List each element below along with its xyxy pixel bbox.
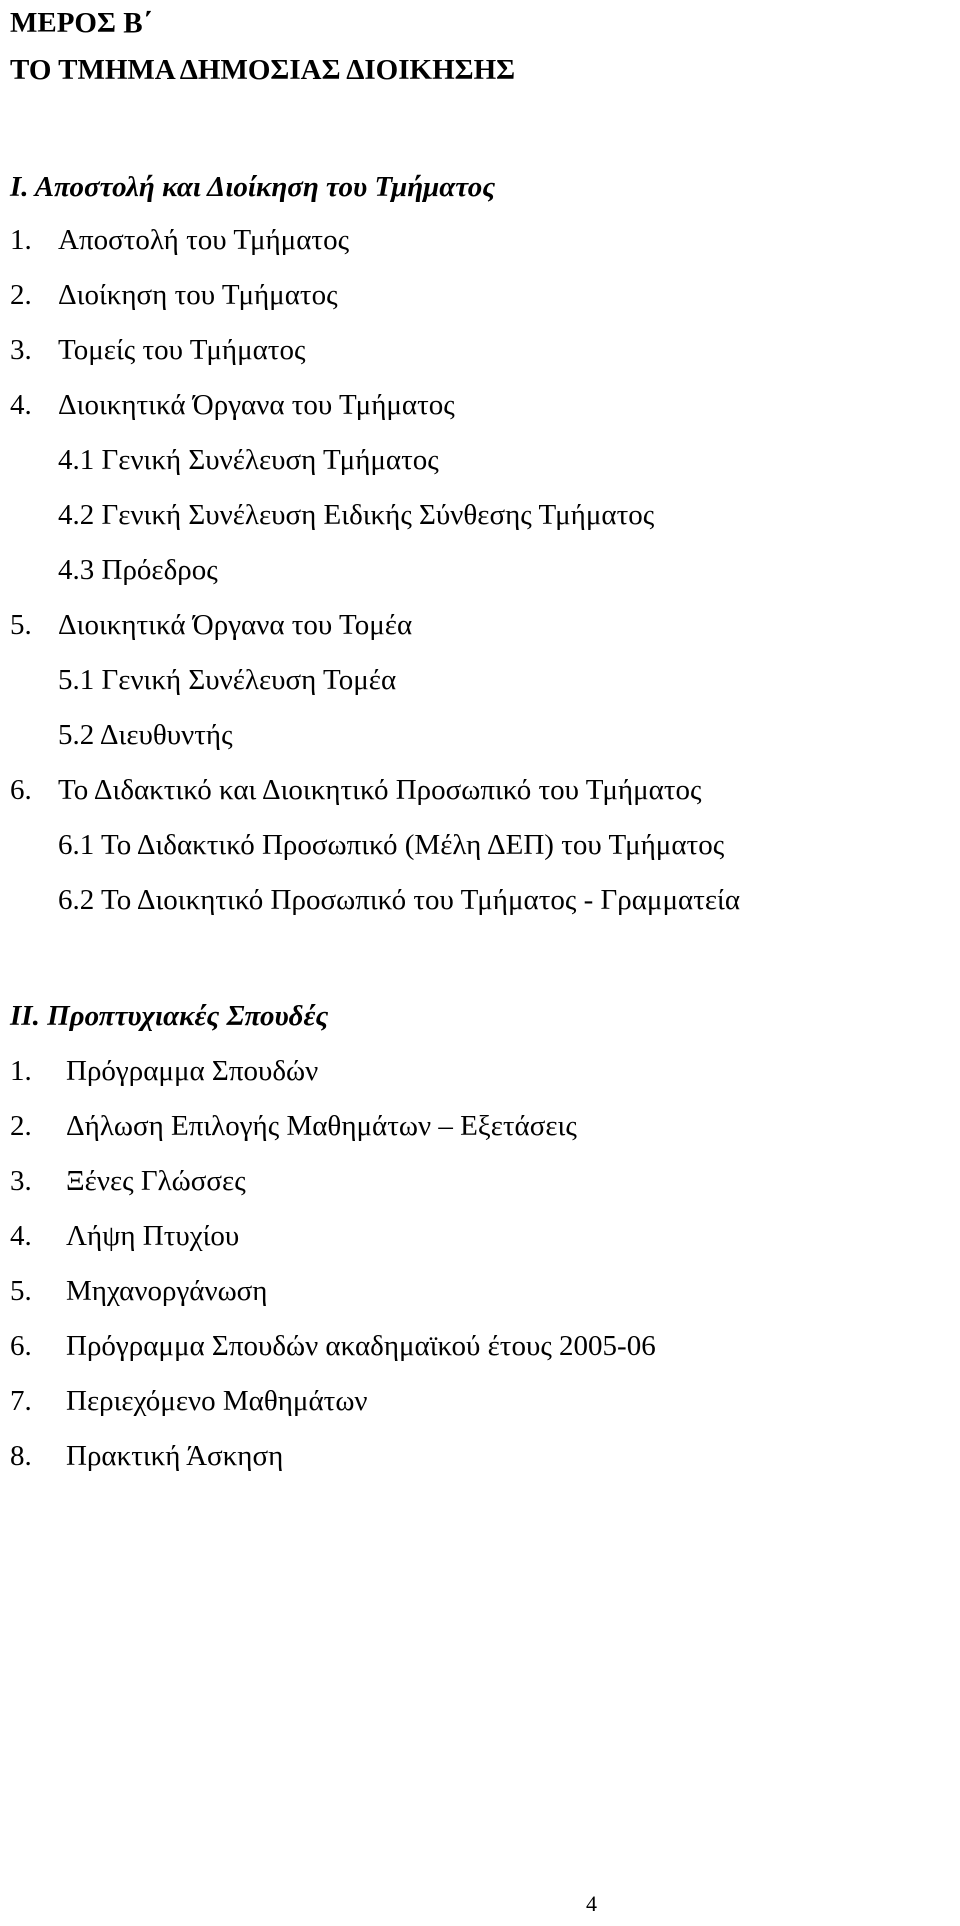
toc-item-number: 5. — [10, 1275, 32, 1307]
toc-item-text: Το Διδακτικό και Διοικητικό Προσωπικό του Τμήματος — [58, 774, 702, 806]
toc-subitem-text: 5.2 Διευθυντής — [58, 719, 233, 751]
toc-item — [10, 608, 412, 642]
toc-item — [10, 388, 455, 422]
toc-item-text: Περιεχόμενο Μαθημάτων — [66, 1385, 368, 1417]
toc-item-number: 3. — [10, 1165, 32, 1197]
toc-subitem — [58, 553, 218, 587]
toc-subitem-text: 4.3 Πρόεδρος — [58, 554, 218, 586]
toc-subitem — [58, 883, 740, 917]
toc-subitem-text: 5.1 Γενική Συνέλευση Τομέα — [58, 664, 397, 696]
toc-item — [10, 1274, 267, 1308]
toc-subitem — [58, 663, 396, 697]
toc-item-text: Πρόγραμμα Σπουδών — [66, 1055, 319, 1087]
toc-subitem-text: 4.1 Γενική Συνέλευση Τμήματος — [58, 444, 439, 476]
toc-item — [10, 1054, 318, 1088]
toc-item — [10, 223, 349, 257]
toc-item — [10, 1439, 283, 1473]
toc-item-text: Δήλωση Επιλογής Μαθημάτων – Εξετάσεις — [66, 1110, 577, 1142]
toc-item-text: Πρακτική Άσκηση — [66, 1440, 284, 1472]
toc-item-text: Αποστολή του Τμήματος — [58, 224, 350, 256]
toc-subitem-text: 6.1 Το Διδακτικό Προσωπικό (Μέλη ΔΕΠ) του Τμήματος — [58, 829, 725, 861]
toc-item-number: 1. — [10, 224, 32, 256]
toc-item-text: Διοικητικά Όργανα του Τμήματος — [58, 389, 455, 421]
toc-item-text: Πρόγραμμα Σπουδών ακαδημαϊκού έτους 2005-06 — [66, 1330, 656, 1362]
toc-subitem — [58, 498, 654, 532]
department-title: ΤΟ ΤΜΗΜΑ ΔΗΜΟΣΙΑΣ ΔΙΟΙΚΗΣΗΣ — [10, 54, 516, 86]
toc-item-number: 2. — [10, 279, 32, 311]
toc-item-number: 6. — [10, 1330, 32, 1362]
page-number: 4 — [586, 1891, 597, 1916]
toc-item-text: Λήψη Πτυχίου — [66, 1220, 240, 1252]
toc-item — [10, 333, 305, 367]
toc-item-text: Διοικητικά Όργανα του Τομέα — [58, 609, 413, 641]
toc-item — [10, 278, 338, 312]
toc-item-text: Διοίκηση του Τμήματος — [58, 279, 338, 311]
toc-item — [10, 1109, 577, 1143]
toc-item — [10, 773, 701, 807]
toc-subitem — [58, 828, 724, 862]
toc-item-number: 4. — [10, 389, 32, 421]
toc-item-number: 8. — [10, 1440, 32, 1472]
toc-item-number: 7. — [10, 1385, 32, 1417]
toc-item-number: 1. — [10, 1055, 32, 1087]
section-heading-2: ΙΙ. Προπτυχιακές Σπουδές — [10, 1000, 329, 1032]
toc-item — [10, 1384, 368, 1418]
toc-subitem-text: 4.2 Γενική Συνέλευση Ειδικής Σύνθεσης Τμήματος — [58, 499, 655, 531]
toc-subitem-text: 6.2 Το Διοικητικό Προσωπικό του Τμήματος - Γραμματεία — [58, 884, 741, 916]
toc-item-number: 3. — [10, 334, 32, 366]
toc-item-number: 5. — [10, 609, 32, 641]
part-title: ΜΕΡΟΣ Β΄ — [10, 7, 153, 39]
toc-item-text: Μηχανοργάνωση — [66, 1275, 268, 1307]
toc-item-text: Τομείς του Τμήματος — [58, 334, 306, 366]
toc-subitem — [58, 443, 439, 477]
toc-item-number: 4. — [10, 1220, 32, 1252]
toc-item-number: 6. — [10, 774, 32, 806]
toc-item — [10, 1219, 239, 1253]
section-heading-1: Ι. Αποστολή και Διοίκηση του Τμήματος — [10, 171, 496, 203]
toc-item-text: Ξένες Γλώσσες — [66, 1165, 246, 1197]
toc-subitem — [58, 718, 233, 752]
toc-item-number: 2. — [10, 1110, 32, 1142]
toc-item — [10, 1329, 656, 1363]
toc-item — [10, 1164, 246, 1198]
